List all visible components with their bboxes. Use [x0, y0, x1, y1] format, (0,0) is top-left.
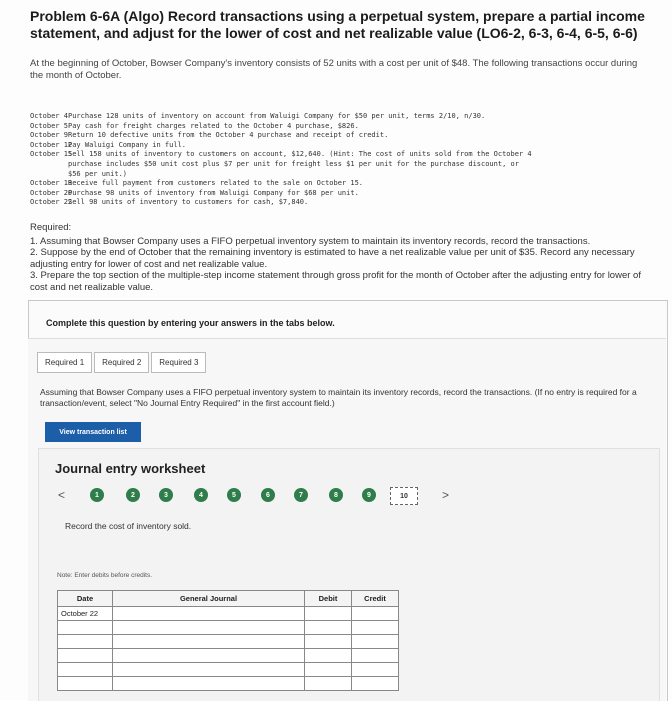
transaction-row: October 19 Receive full payment from customers related to the sale on October 15. [30, 179, 364, 188]
table-row [58, 607, 399, 621]
complete-instructions: Complete this question by entering your answers in the tabs below. [46, 318, 335, 328]
transaction-row: October 5 Pay cash for freight charges related to the October 4 purchase, $826. [30, 121, 359, 130]
required-item: 2. Suppose by the end of October that the remaining inventory is estimated to have a net realizable value per unit of $35. Record any necessary adjusting entry for lower of cost and net realizable value. [30, 247, 635, 270]
credit-cell[interactable] [352, 663, 399, 677]
worksheet-stepper [58, 486, 458, 506]
step-9[interactable]: 9 [362, 488, 376, 502]
credit-cell[interactable] [352, 621, 399, 635]
required-item: 3. Prepare the top section of the multiple-step income statement through gross profit for the month of October after the adjusting entry for lower of cost and net realizable value. [30, 270, 641, 293]
transaction-row: October 15 Sell 158 units of inventory to customers on account, $12,640. (Hint: The cost of units sold from the October 4 [30, 150, 532, 159]
col-general-journal: General Journal [113, 591, 305, 607]
required-section [30, 222, 655, 293]
account-cell[interactable] [113, 663, 305, 677]
debit-cell[interactable] [305, 607, 352, 621]
credit-cell[interactable] [352, 649, 399, 663]
transaction-row: October 22 Sell 98 units of inventory to customers for cash, $7,840. [30, 198, 309, 207]
worksheet-instruction: Record the cost of inventory sold. [65, 521, 192, 531]
debit-cell[interactable] [305, 663, 352, 677]
debit-note: Note: Enter debits before credits. [57, 572, 153, 579]
credit-cell[interactable] [352, 677, 399, 691]
tab-required-1[interactable]: Required 1 [37, 352, 92, 373]
transaction-row: October 4 Purchase 128 units of inventory on account from Waluigi Company for $50 per unit, terms 2/10, n/30. [30, 112, 486, 120]
step-3[interactable]: 3 [159, 488, 173, 502]
step-5[interactable]: 5 [227, 488, 241, 502]
assume-instructions: Assuming that Bowser Company uses a FIFO perpetual inventory system to maintain its inventory records, record the transactions. (If no entry is required for a transaction/event, select "No Journal Entry Required" in the first account field.) [40, 387, 637, 408]
account-cell[interactable] [113, 607, 305, 621]
worksheet-title: Journal entry worksheet [55, 461, 206, 476]
credit-cell[interactable] [352, 607, 399, 621]
required-item: 1. Assuming that Bowser Company uses a FIFO perpetual inventory system to maintain its inventory records, record the transactions. [30, 235, 591, 247]
col-credit: Credit [352, 591, 399, 607]
prev-arrow-icon[interactable]: < [58, 488, 66, 502]
transaction-row: $56 per unit.) [68, 169, 128, 178]
debit-cell[interactable] [305, 677, 352, 691]
problem-intro: At the beginning of October, Bowser Company's inventory consists of 52 units with a cost per unit of $48. The following transactions occur during the month of October. [30, 58, 638, 81]
step-1[interactable]: 1 [90, 488, 104, 502]
next-arrow-icon[interactable]: > [442, 488, 450, 502]
journal-table [57, 590, 399, 691]
table-row [58, 635, 399, 649]
step-8[interactable]: 8 [329, 488, 343, 502]
date-cell: October 22 [58, 607, 113, 621]
step-2[interactable]: 2 [126, 488, 140, 502]
account-cell[interactable] [113, 635, 305, 649]
debit-cell[interactable] [305, 649, 352, 663]
required-tabs [37, 352, 208, 373]
required-heading: Required: [30, 222, 72, 233]
step-4[interactable]: 4 [194, 488, 208, 502]
problem-title: Problem 6-6A (Algo) Record transactions using a perpetual system, prepare a partial income statement, and adjust for the lower of cost and net realizable value (LO6-2, 6-3, 6-4, 6-5, 6-6) [30, 8, 645, 41]
debit-cell[interactable] [305, 621, 352, 635]
transaction-row: October 9 Return 10 defective units from the October 4 purchase and receipt of credit. [30, 131, 389, 140]
table-row [58, 677, 399, 691]
credit-cell[interactable] [352, 635, 399, 649]
step-7[interactable]: 7 [294, 488, 308, 502]
tab-required-3[interactable]: Required 3 [151, 352, 206, 373]
account-cell[interactable] [113, 677, 305, 691]
debit-cell[interactable] [305, 635, 352, 649]
table-row [58, 621, 399, 635]
view-transaction-list-button[interactable]: View transaction list [45, 422, 141, 442]
tab-required-2[interactable]: Required 2 [94, 352, 149, 373]
step-10[interactable]: 10 [390, 487, 418, 505]
col-date: Date [58, 591, 113, 607]
col-debit: Debit [305, 591, 352, 607]
account-cell[interactable] [113, 649, 305, 663]
transaction-row: October 12 Pay Waluigi Company in full. [30, 140, 187, 149]
transaction-row: October 20 Purchase 98 units of inventory from Waluigi Company for $68 per unit. [30, 188, 359, 197]
step-6[interactable]: 6 [261, 488, 275, 502]
account-cell[interactable] [113, 621, 305, 635]
transaction-row: purchase includes $50 unit cost plus $7 per unit for freight less $1 per unit for the purchase discount, or [68, 159, 519, 168]
transaction-list [30, 112, 660, 208]
table-row [58, 663, 399, 677]
table-row [58, 649, 399, 663]
